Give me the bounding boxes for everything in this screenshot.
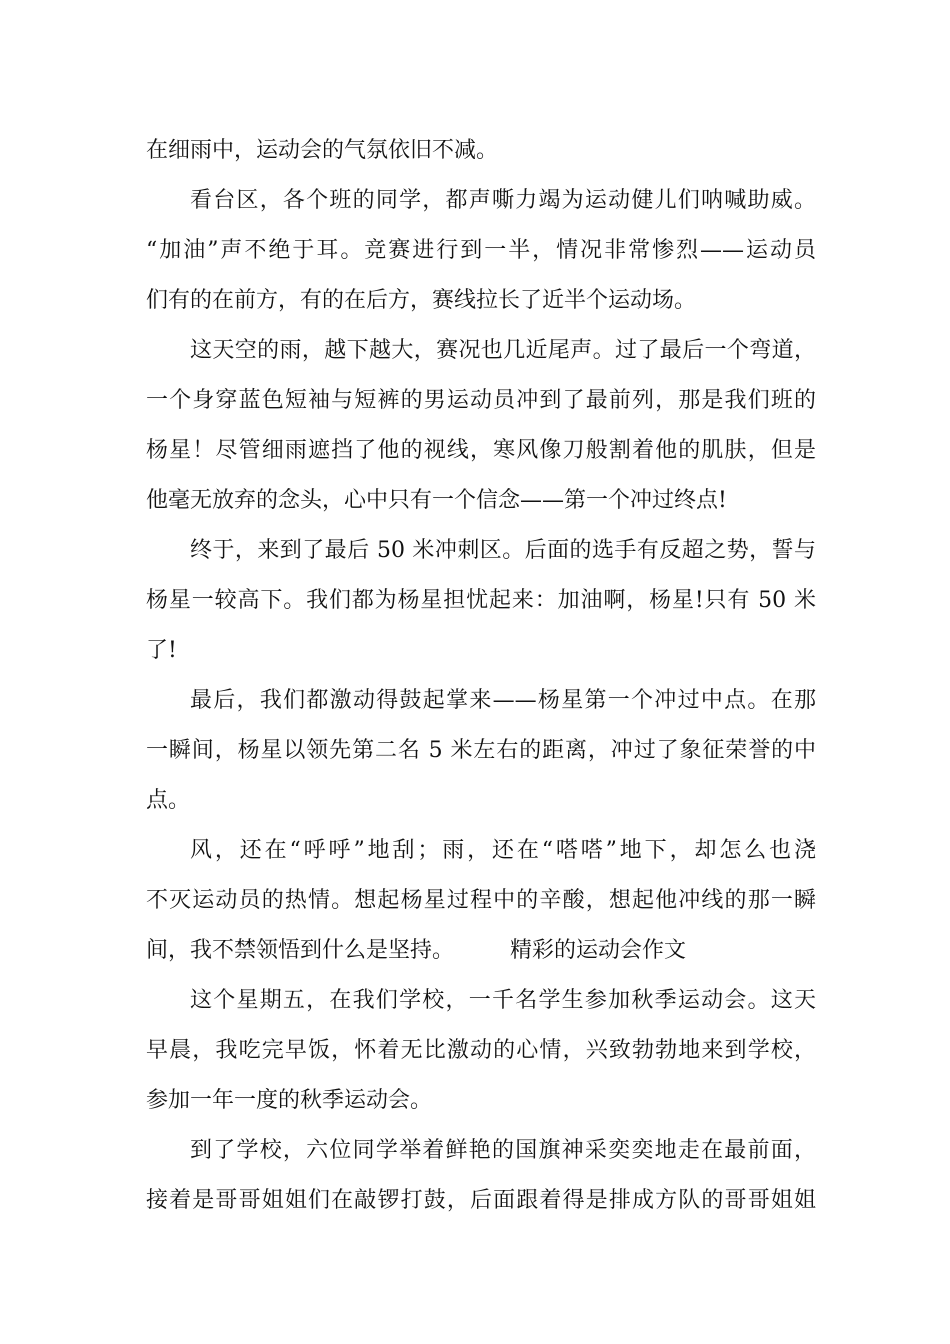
text-line: 这天空的雨，越下越大，赛况也几近尾声。过了最后一个弯道，	[190, 338, 816, 363]
text-line: 不灭运动员的热情。想起杨星过程中的辛酸，想起他冲线的那一瞬	[146, 888, 816, 913]
text-line: 间，我不禁领悟到什么是坚持。 精彩的运动会作文	[146, 938, 686, 963]
text-line: 在细雨中，运动会的气氛依旧不减。	[146, 138, 499, 163]
text-line: 最后，我们都激动得鼓起掌来——杨星第一个冲过中点。在那	[190, 688, 816, 713]
text-line: 一瞬间，杨星以领先第二名 5 米左右的距离，冲过了象征荣誉的中	[146, 738, 816, 763]
text-line: 早晨，我吃完早饭，怀着无比激动的心情，兴致勃勃地来到学校，	[146, 1038, 816, 1063]
text-line: 到了学校，六位同学举着鲜艳的国旗神采奕奕地走在最前面，	[190, 1138, 816, 1163]
text-line: 参加一年一度的秋季运动会。	[146, 1088, 433, 1113]
body-text	[146, 126, 816, 1226]
text-line: 看台区，各个班的同学，都声嘶力竭为运动健儿们呐喊助威。	[190, 188, 816, 213]
text-line: 这个星期五，在我们学校，一千名学生参加秋季运动会。这天	[190, 988, 816, 1013]
text-line: 杨星一较高下。我们都为杨星担忧起来：加油啊，杨星!只有 50 米	[146, 588, 816, 613]
text-line: 风，还在“呼呼”地刮；雨，还在“嗒嗒”地下，却怎么也浇	[190, 838, 816, 863]
text-line: 点。	[146, 788, 191, 813]
text-line: 他毫无放弃的念头，心中只有一个信念——第一个冲过终点!	[146, 488, 727, 513]
text-line: 一个身穿蓝色短袖与短裤的男运动员冲到了最前列，那是我们班的	[146, 388, 816, 413]
text-line: “加油”声不绝于耳。竞赛进行到一半，情况非常惨烈——运动员	[146, 238, 816, 263]
text-line: 杨星！尽管细雨遮挡了他的视线，寒风像刀般割着他的肌肤，但是	[146, 438, 816, 463]
text-line: 了!	[146, 638, 177, 663]
text-line: 们有的在前方，有的在后方，赛线拉长了近半个运动场。	[146, 288, 697, 313]
text-line: 接着是哥哥姐姐们在敲锣打鼓，后面跟着得是排成方队的哥哥姐姐	[146, 1188, 816, 1213]
text-line: 终于，来到了最后 50 米冲刺区。后面的选手有反超之势，誓与	[190, 538, 816, 563]
